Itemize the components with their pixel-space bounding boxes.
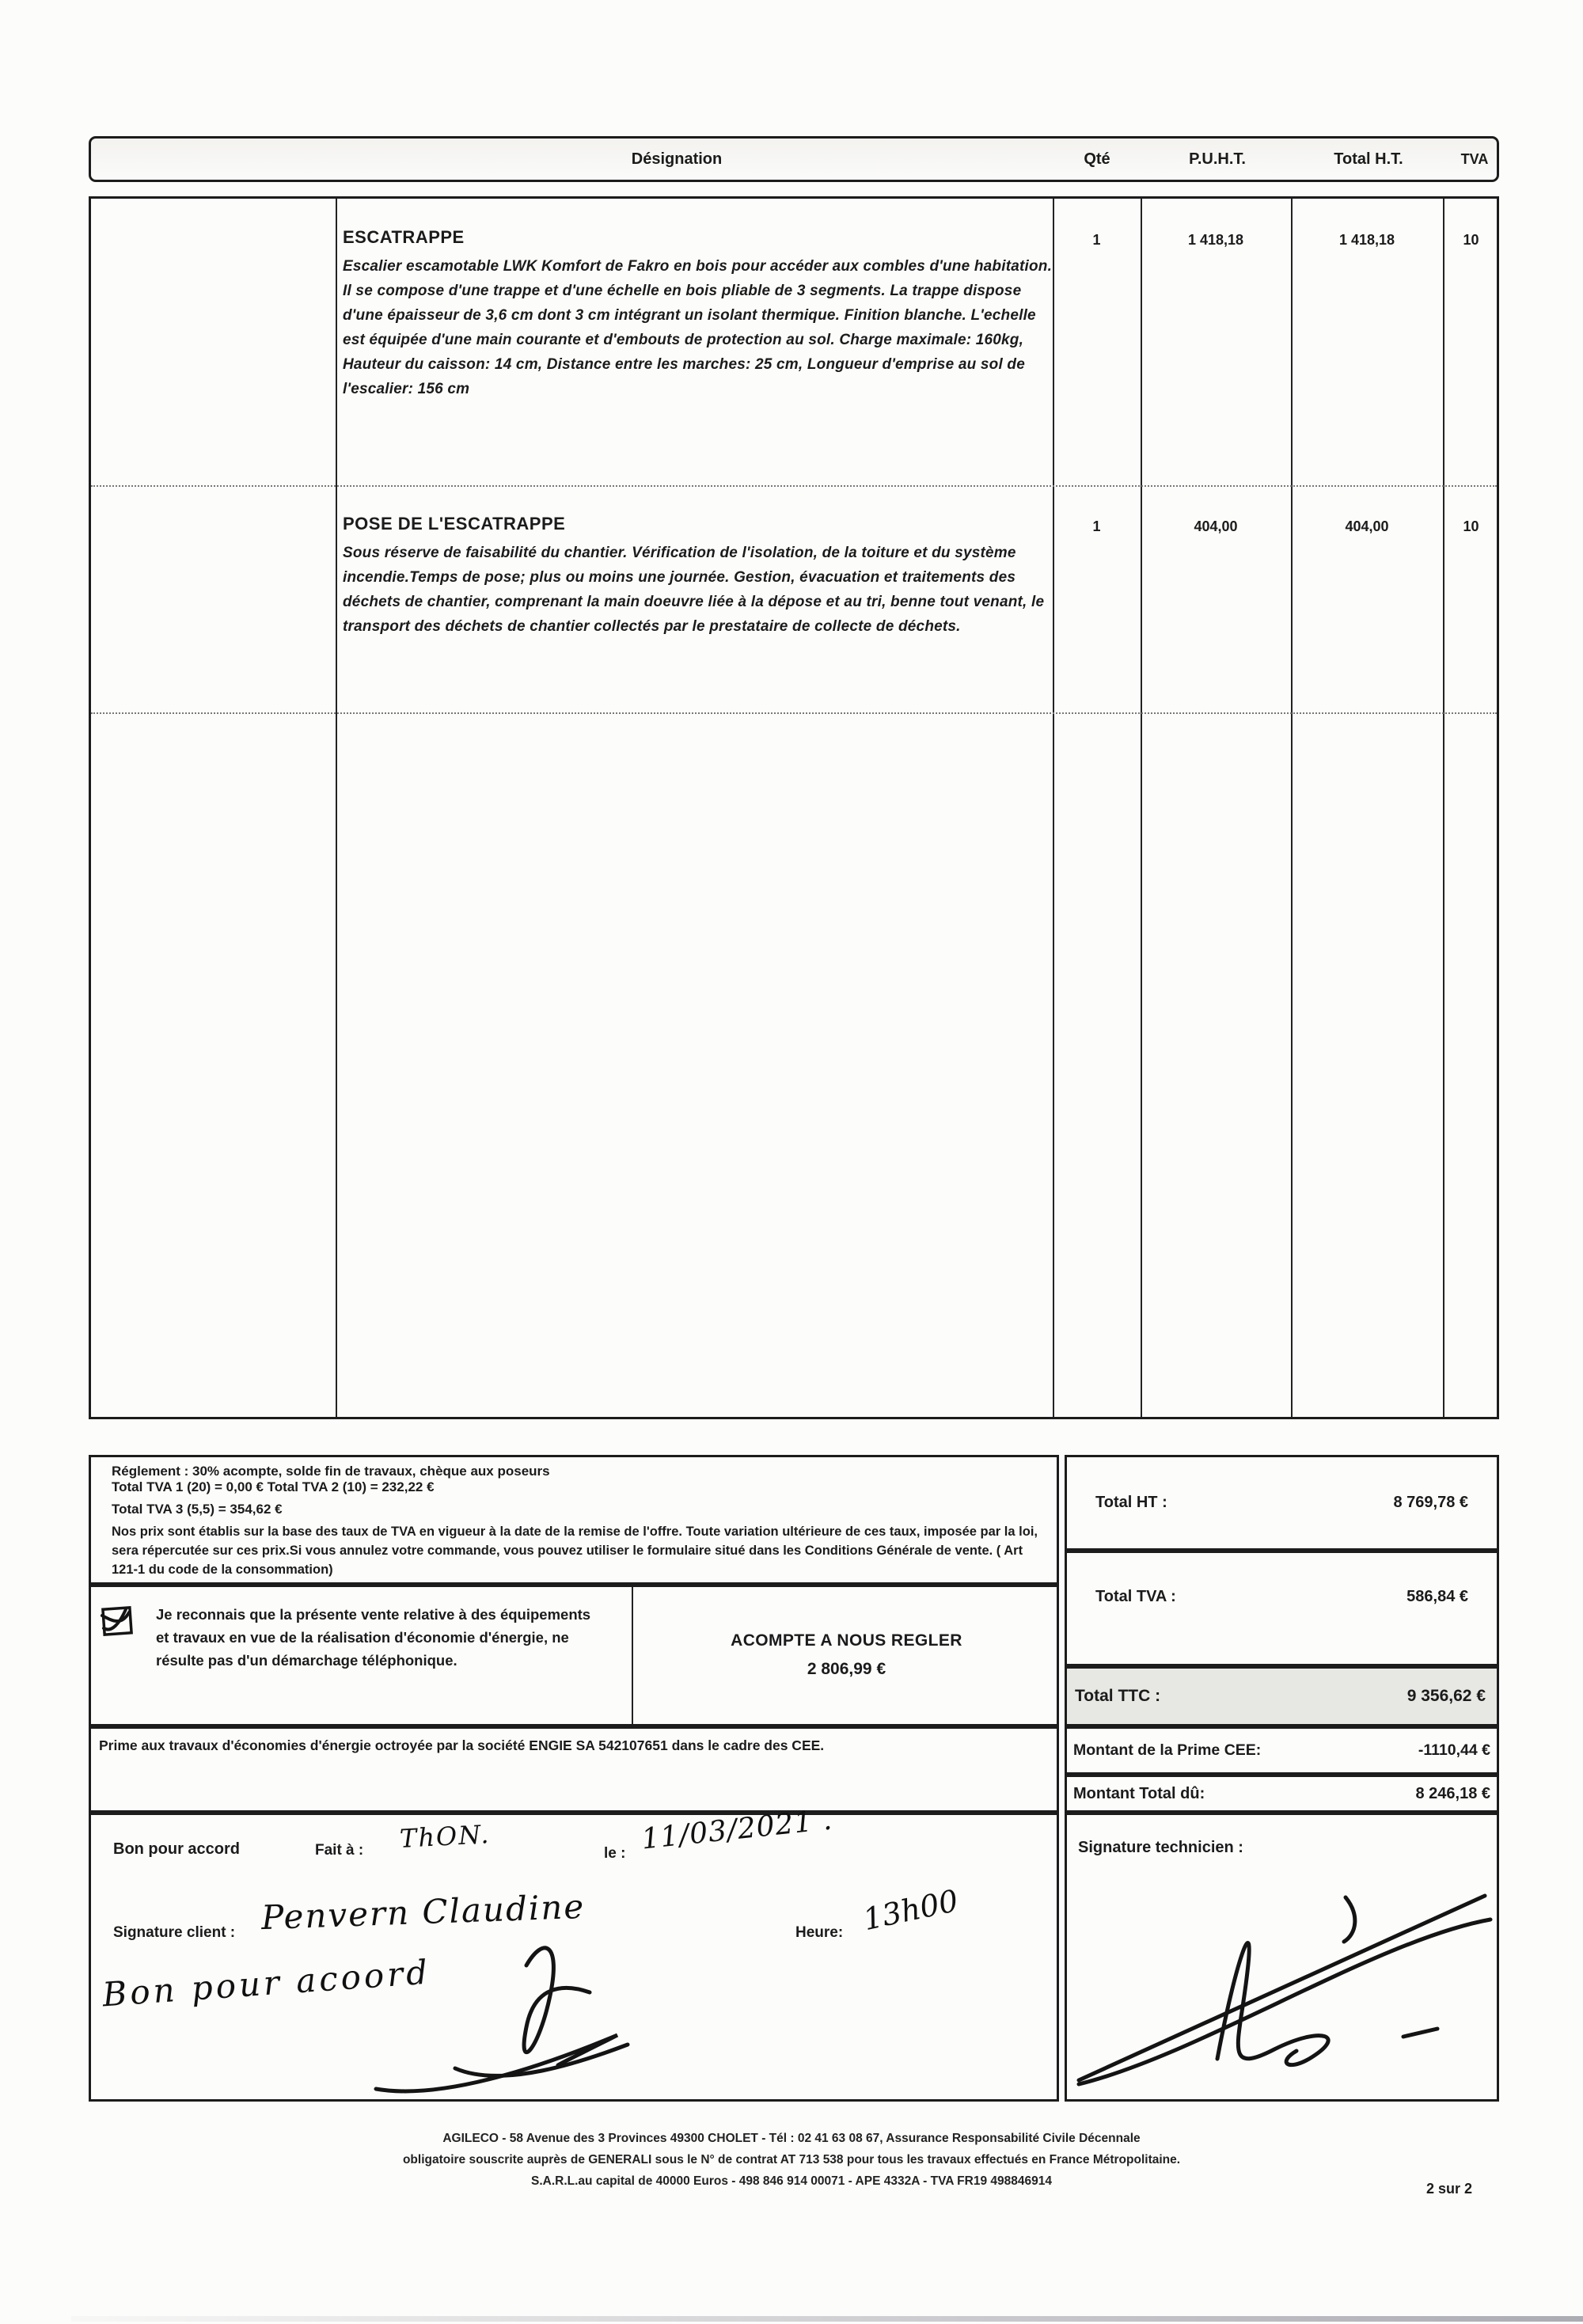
- footer-line-2: obligatoire souscrite auprès de GENERALI sous le N° de contrat AT 713 538 pour tous les travaux effectués en France Métropolitaine.: [402, 2153, 1181, 2166]
- total-ttc-box: [1065, 1666, 1499, 1726]
- payment-notice: Nos prix sont établis sur la base des taux de TVA en vigueur à la date de la remise de l'offre. Toute variation ultérieure de ces taux, imposée par la loi, sera répercutée sur ces prix.Si vous annulez votre commande, vous pouvez utiliser le formulaire situé dans les Conditions Générale de vente. ( Art 121-1 du code de la consommation): [112, 1525, 1038, 1577]
- row-separator: [91, 485, 1497, 487]
- payment-terms-box: [89, 1455, 1059, 1585]
- technician-signature-scribble: [1067, 1847, 1498, 2100]
- inner-divider: [632, 1587, 633, 1724]
- total-tva-box: [1065, 1551, 1499, 1666]
- items-table: [89, 196, 1499, 1419]
- total-ht-value: 8 769,78 €: [1393, 1494, 1468, 1511]
- accord-handwritten: Bon pour acoord: [101, 1952, 432, 2015]
- item-vat: 10: [1463, 518, 1479, 534]
- payment-tva-line3: Total TVA 3 (5,5) = 354,62 €: [112, 1502, 283, 1517]
- column-header-total: Total H.T.: [1334, 150, 1403, 168]
- cee-prime-text: Prime aux travaux d'économies d'énergie octroyée par la société ENGIE SA 542107651 dans le cadre des CEE.: [99, 1737, 825, 1753]
- client-signature-scribble: [328, 1934, 661, 2100]
- total-ht-box: [1065, 1455, 1499, 1551]
- total-due-value: 8 246,18 €: [1415, 1784, 1490, 1802]
- checked-checkbox-icon: [99, 1601, 140, 1642]
- prime-cee-value: -1110,44 €: [1418, 1741, 1490, 1759]
- heure-handwritten: 13h00: [860, 1882, 962, 1938]
- item-title: ESCATRAPPE: [343, 227, 465, 247]
- client-name-handwritten: Penvern Claudine: [260, 1886, 586, 1938]
- heure-label: Heure:: [795, 1924, 844, 1941]
- column-header-qty: Qté: [1084, 150, 1110, 168]
- item-description: Sous réserve de faisabilité du chantier. Vérification de l'isolation, de la toiture et du système incendie.Temps de pose; plus ou moins une journée. Gestion, évacuation et traitements des déchets de chantier, comprenant la main doeuvre liée à la dépose et au tri, benne tout venant, le transport des déchets de chantier collectés par le prestataire de collecte de déchets.: [343, 545, 1045, 635]
- date-handwritten: 11/03/2021 .: [640, 1803, 834, 1856]
- client-signature-box: [89, 1803, 1059, 2102]
- cee-prime-box: [89, 1726, 1059, 1813]
- technician-signature-label: Signature technicien :: [1078, 1839, 1243, 1856]
- item-unit-price: 1 418,18: [1187, 232, 1244, 248]
- item-qty: 1: [1092, 518, 1101, 534]
- item-unit-price: 404,00: [1194, 518, 1238, 534]
- item-total: 1 418,18: [1338, 232, 1395, 248]
- payment-terms-line1: Réglement : 30% acompte, solde fin de travaux, chèque aux poseurs: [112, 1464, 550, 1479]
- fait-a-label: Fait à :: [315, 1842, 364, 1859]
- fait-a-handwritten: ThON.: [399, 1819, 492, 1854]
- row-separator: [91, 712, 1497, 714]
- total-due-row: [1065, 1775, 1499, 1813]
- page-number: 2 sur 2: [1425, 2181, 1472, 2197]
- column-header-unit-price: P.U.H.T.: [1189, 150, 1246, 168]
- column-divider: [1291, 199, 1293, 1417]
- column-header-designation: Désignation: [631, 150, 723, 168]
- deposit-amount: 2 806,99 €: [807, 1660, 886, 1678]
- footer-line-1: AGILECO - 58 Avenue des 3 Provinces 49300 CHOLET - Tél : 02 41 63 08 67, Assurance Responsabilité Civile Décennale: [442, 2132, 1141, 2145]
- item-vat: 10: [1463, 232, 1479, 248]
- item-title: POSE DE L'ESCATRAPPE: [343, 514, 566, 534]
- scan-edge-artifact: [71, 2316, 1583, 2322]
- payment-tva-line2: Total TVA 1 (20) = 0,00 € Total TVA 2 (10) = 232,22 €: [112, 1479, 435, 1494]
- column-divider: [1443, 199, 1444, 1417]
- total-tva-value: 586,84 €: [1406, 1588, 1468, 1605]
- total-due-label: Montant Total dû:: [1073, 1784, 1205, 1802]
- technician-signature-box: [1065, 1813, 1499, 2102]
- column-divider: [1141, 199, 1142, 1417]
- prime-cee-label: Montant de la Prime CEE:: [1073, 1741, 1262, 1759]
- column-header-vat: TVA: [1460, 151, 1489, 167]
- deposit-label: ACOMPTE A NOUS REGLER: [731, 1631, 962, 1650]
- table-header-bar: [89, 136, 1499, 182]
- item-qty: 1: [1092, 232, 1101, 248]
- client-signature-label: Signature client :: [113, 1924, 236, 1941]
- column-divider: [336, 199, 337, 1417]
- le-label: le :: [604, 1845, 626, 1862]
- total-ttc-value: 9 356,62 €: [1406, 1687, 1486, 1705]
- prime-cee-amount-row: [1065, 1726, 1499, 1775]
- declaration-text: Je reconnais que la présente vente relative à des équipements et travaux en vue de la réalisation d'économie d'énergie, ne résulte pas d'un démarchage téléphonique.: [156, 1606, 591, 1669]
- item-description: Escalier escamotable LWK Komfort de Fakro en bois pour accéder aux combles d'une habitation. Il se compose d'une trappe et d'une échelle en bois pliable de 3 segments. La trappe dispose d'une épaisseur de 3,6 cm dont 3 cm intégrant un isolant thermique. Finition blanche. L'echelle est équipée d'une main courante et d'embouts de protection au sol. Charge maximale: 160kg, Hauteur du caisson: 14 cm, Distance entre les marches: 25 cm, Longueur d'emprise au sol de l'escalier: 156 cm: [343, 258, 1053, 397]
- total-tva-label: Total TVA :: [1095, 1588, 1176, 1605]
- total-ttc-label: Total TTC :: [1075, 1687, 1161, 1705]
- accord-label: Bon pour accord: [113, 1840, 241, 1858]
- footer-line-3: S.A.R.L.au capital de 40000 Euros - 498 846 914 00071 - APE 4332A - TVA FR19 498846914: [531, 2174, 1052, 2188]
- item-total: 404,00: [1345, 518, 1389, 534]
- total-ht-label: Total HT :: [1095, 1494, 1167, 1511]
- declaration-deposit-box: [89, 1585, 1059, 1726]
